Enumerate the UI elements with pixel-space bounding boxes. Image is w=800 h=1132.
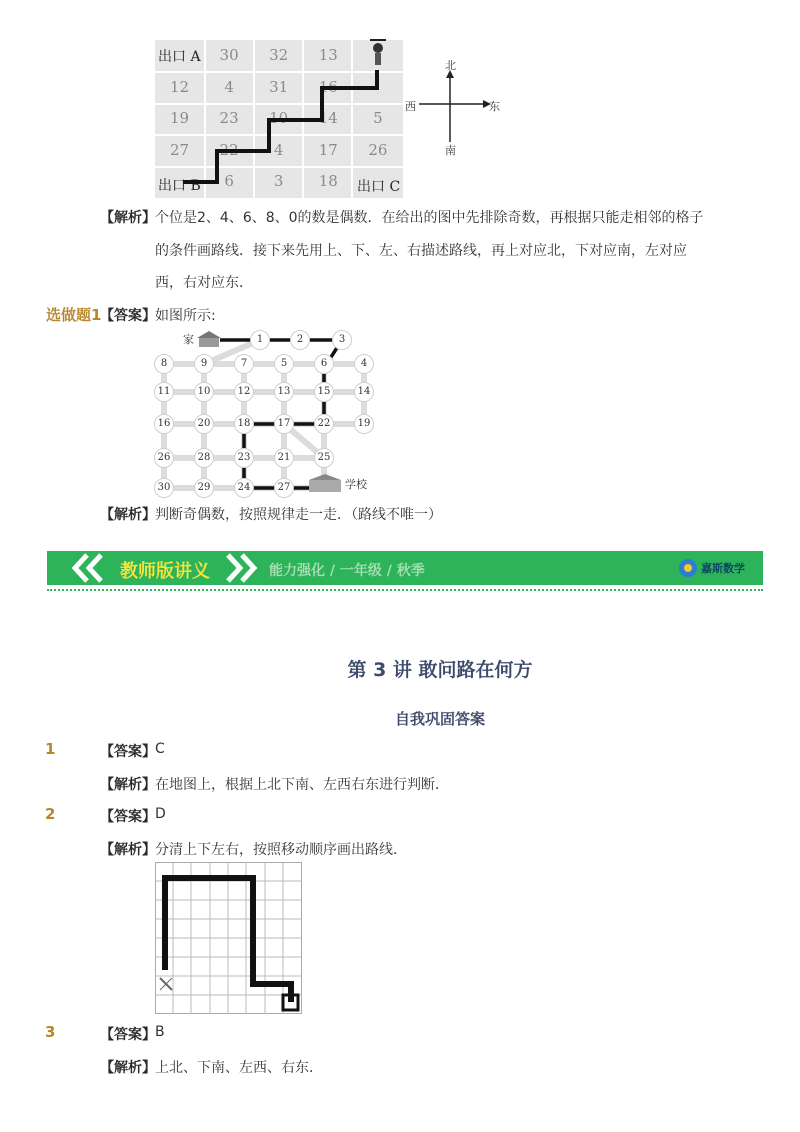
section-title: 自我巩固答案: [394, 710, 485, 728]
map-node: 26: [154, 448, 174, 468]
maze-cell: 27: [169, 140, 190, 159]
bug-icon: [157, 975, 175, 993]
maze-cell: 4: [273, 140, 284, 159]
question-1-analysis: 在地图上，根据上北下南、左西右东进行判断．: [155, 777, 449, 793]
maze-cell: 23: [219, 109, 239, 128]
banner-title: 教师版讲义: [120, 561, 210, 582]
maze-cell: 30: [219, 46, 239, 64]
map-node: 17: [274, 414, 294, 434]
compass-east: 东: [489, 100, 500, 113]
section-banner: [47, 551, 763, 585]
school-label: 学校: [345, 478, 367, 491]
map-node: 14: [354, 382, 374, 402]
map-node: 5: [274, 354, 294, 374]
question-2-answer: D: [155, 806, 166, 822]
question-3-answer: B: [155, 1024, 165, 1040]
question-3-analysis-tag: 【解析】: [100, 1060, 156, 1076]
map-node: 12: [234, 382, 254, 402]
map-node: 23: [234, 448, 254, 468]
map-node: 19: [354, 414, 374, 434]
lecture-title: 第 3 讲 敢问路在何方: [347, 659, 533, 681]
map-node: 9: [194, 354, 214, 374]
compass-west: 西: [405, 100, 416, 113]
banner-logo-text: 嘉斯数学: [701, 562, 745, 575]
school-icon: [307, 474, 343, 494]
map-node: 29: [194, 478, 214, 498]
optional-answer: 如图所示:: [155, 308, 216, 324]
exit-c-label: 出口 C: [357, 179, 401, 195]
maze-cell: 22: [219, 140, 239, 159]
person-icon: [368, 38, 388, 74]
analysis-tag: 【解析】: [100, 210, 156, 226]
optional-analysis-tag: 【解析】: [100, 507, 156, 523]
question-1-analysis-tag: 【解析】: [100, 777, 156, 793]
logo-icon: [677, 557, 699, 579]
home-label: 家: [183, 333, 194, 346]
banner-subtitle: 能力强化 / 一年级 / 秋季: [269, 563, 425, 579]
question-3-number: 3: [45, 1023, 56, 1041]
house-icon: [195, 330, 223, 348]
maze-cell: 18: [318, 172, 338, 191]
map-node: 1: [250, 330, 270, 350]
map-node: 28: [194, 448, 214, 468]
map-node: 21: [274, 448, 294, 468]
maze-cell: 31: [269, 77, 289, 96]
map-node: 13: [274, 382, 294, 402]
chevrons-left-icon: [65, 551, 115, 585]
map-node: 25: [314, 448, 334, 468]
map-node: 7: [234, 354, 254, 374]
analysis-line-3: 西，右对应东．: [155, 275, 253, 291]
map-node: 20: [194, 414, 214, 434]
maze-route-line: [155, 40, 403, 198]
optional-label: 选做题1: [46, 306, 102, 324]
question-2-number: 2: [45, 805, 56, 823]
compass: [405, 60, 500, 155]
analysis-line-2: 的条件画路线．接下来先用上、下、左、右描述路线，再上对应北，下对应南，左对应: [155, 243, 687, 259]
optional-answer-tag: 【答案】: [100, 308, 156, 324]
maze-cell: 6: [224, 172, 234, 191]
map-node: 8: [154, 354, 174, 374]
map-node: 3: [332, 330, 352, 350]
maze-cell: 5: [373, 109, 383, 128]
map-node: 6: [314, 354, 334, 374]
compass-north: 北: [445, 59, 456, 72]
maze-cell: 13: [318, 46, 338, 64]
compass-arrows-icon: [405, 60, 500, 155]
maze-cell: 12: [169, 77, 190, 96]
maze-cell: 17: [318, 140, 338, 159]
map-node: 15: [314, 382, 334, 402]
compass-south: 南: [445, 144, 456, 157]
map-node: 11: [154, 382, 174, 402]
map-node: 24: [234, 478, 254, 498]
maze-cell: 14: [318, 109, 338, 128]
question-3-answer-tag: 【答案】: [100, 1027, 156, 1043]
maze-cell: 4: [224, 77, 234, 96]
route-grid: [155, 862, 302, 1014]
map-node: 2: [290, 330, 310, 350]
question-2-analysis: 分清上下左右，按照移动顺序画出路线．: [155, 842, 407, 858]
maze-cell: 26: [368, 140, 388, 159]
question-2-analysis-tag: 【解析】: [100, 842, 156, 858]
route-grid-figure: [155, 862, 302, 1014]
map-node: 22: [314, 414, 334, 434]
question-1-answer: C: [155, 741, 165, 757]
question-2-answer-tag: 【答案】: [100, 809, 156, 825]
maze-figure: [155, 40, 403, 198]
banner-divider: [47, 589, 763, 591]
question-1-answer-tag: 【答案】: [100, 744, 156, 760]
map-node: 30: [154, 478, 174, 498]
maze-cell: 16: [318, 77, 338, 96]
exit-a-label: 出口 A: [158, 49, 201, 65]
maze-cell: 19: [169, 109, 190, 128]
chevrons-right-icon: [222, 551, 262, 585]
map-node: 16: [154, 414, 174, 434]
analysis-line-1: 个位是2、4、6、8、0的数是偶数．在给出的图中先排除奇数，再根据只能走相邻的格子: [155, 210, 704, 226]
exit-b-label: 出口 B: [158, 178, 201, 194]
map-node: 18: [234, 414, 254, 434]
maze-cell: 10: [269, 109, 289, 128]
map-node: 27: [274, 478, 294, 498]
node-map-roads: [150, 328, 390, 500]
maze-cell: 32: [269, 46, 289, 64]
maze-cell: 3: [273, 172, 284, 191]
map-node: 10: [194, 382, 214, 402]
question-3-analysis: 上北、下南、左西、右东．: [155, 1060, 323, 1076]
map-node: 4: [354, 354, 374, 374]
node-map: [150, 328, 390, 500]
optional-analysis: 判断奇偶数，按照规律走一走．（路线不唯一）: [155, 507, 442, 523]
question-1-number: 1: [45, 740, 56, 758]
